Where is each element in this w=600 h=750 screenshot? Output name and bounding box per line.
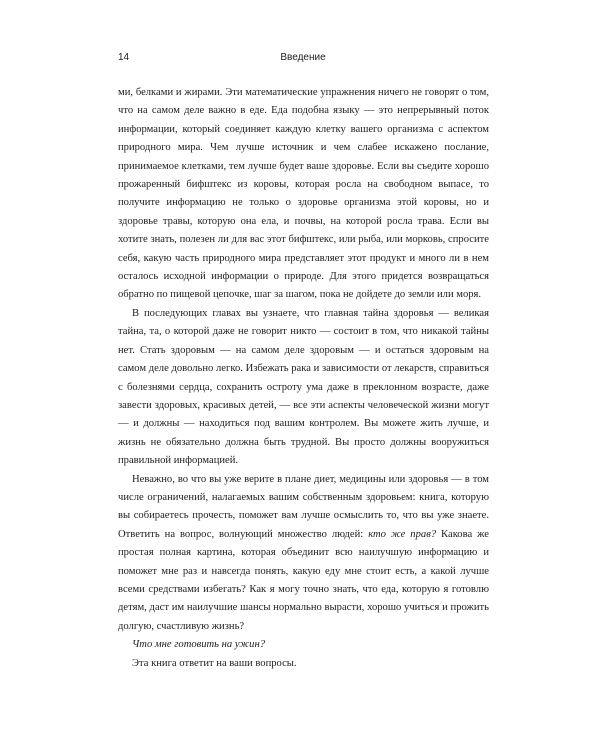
paragraph-4-italic-question: Что мне готовить на ужин? (132, 639, 265, 651)
paragraph-1: ми, белками и жирами. Эти математические упражнения ничего не говорят о том, что на самом деле важно в еде. Еда подобна языку — это непрерывный поток информации, который соединяет каждую клетку вашего организма с аспектом природного мира. Чем лучше источник и чем слабее искажено послание, принимаемое клетками, тем лучше будет ваше здоровье. Если вы съедите хорошо прожаренный бифштекс из коровы, которая росла на свободном выпасе, то получите информацию не только о здоровье организма этой коровы, но и здоровье травы, которую она ела, и почвы, на которой росла трава. Если вы хотите знать, полезен ли для вас этот бифштекс, или рыба, или морковь, спросите себя, какую часть природного мира представляет этот продукт и много ли в нем осталось исходной информации о природе. Для этого придется возвращаться обратно по пищевой цепочке, шаг за шагом, пока не дойдете до земли или моря. (118, 87, 489, 301)
paragraph-5: Эта книга ответит на ваши вопросы. (132, 657, 297, 669)
paragraph-3 (118, 471, 489, 637)
paragraph-3-italic-question: кто же прав? (368, 528, 437, 540)
paragraph-3-text-start: Неважно, во что вы уже верите в плане диет, медицины или здоровья — в том числе ограничений, налагаемых вашим собственным здоровьем: книга, которую вы собираетесь прочесть, поможет вам лучше осмыслить то, что вы уже знаете. Ответить на вопрос, волнующий множество людей: (118, 473, 489, 540)
page-header (118, 52, 488, 66)
paragraph-3-text-end: Какова же простая полная картина, которая объединит всю наилучшую информацию и поможет мне раз и навсегда понять, какую еду мне стоит есть, а какой лучше всеми средствами избегать? Как я могу точно знать, что еда, которую я готовлю детям, даст им наилучшие шансы нормально вырасти, хорошо учиться и прожить долгую, счастливую жизнь? (118, 528, 490, 632)
paragraph-2: В последующих главах вы узнаете, что главная тайна здоровья — великая тайна, та, о которой даже не говорит никто — состоит в том, что никакой тайны нет. Стать здоровым — на самом деле здоровым — и остаться здоровым на самом деле довольно легко. Избежать рака и зависимости от лекарств, справиться с болезнями сердца, сохранить остроту ума даже в преклонном возрасте, даже завести здоровых, красивых детей, — все эти аспекты человеческой жизни могут — и должны — находиться под вашим контролем. Вы можете жить лучше, и жизнь не обязательно должна быть трудной. Вы просто должны вооружиться правильной информацией. (118, 307, 489, 467)
page-number: 14 (118, 52, 130, 63)
body-text (118, 84, 489, 673)
running-title: Введение (280, 52, 326, 63)
